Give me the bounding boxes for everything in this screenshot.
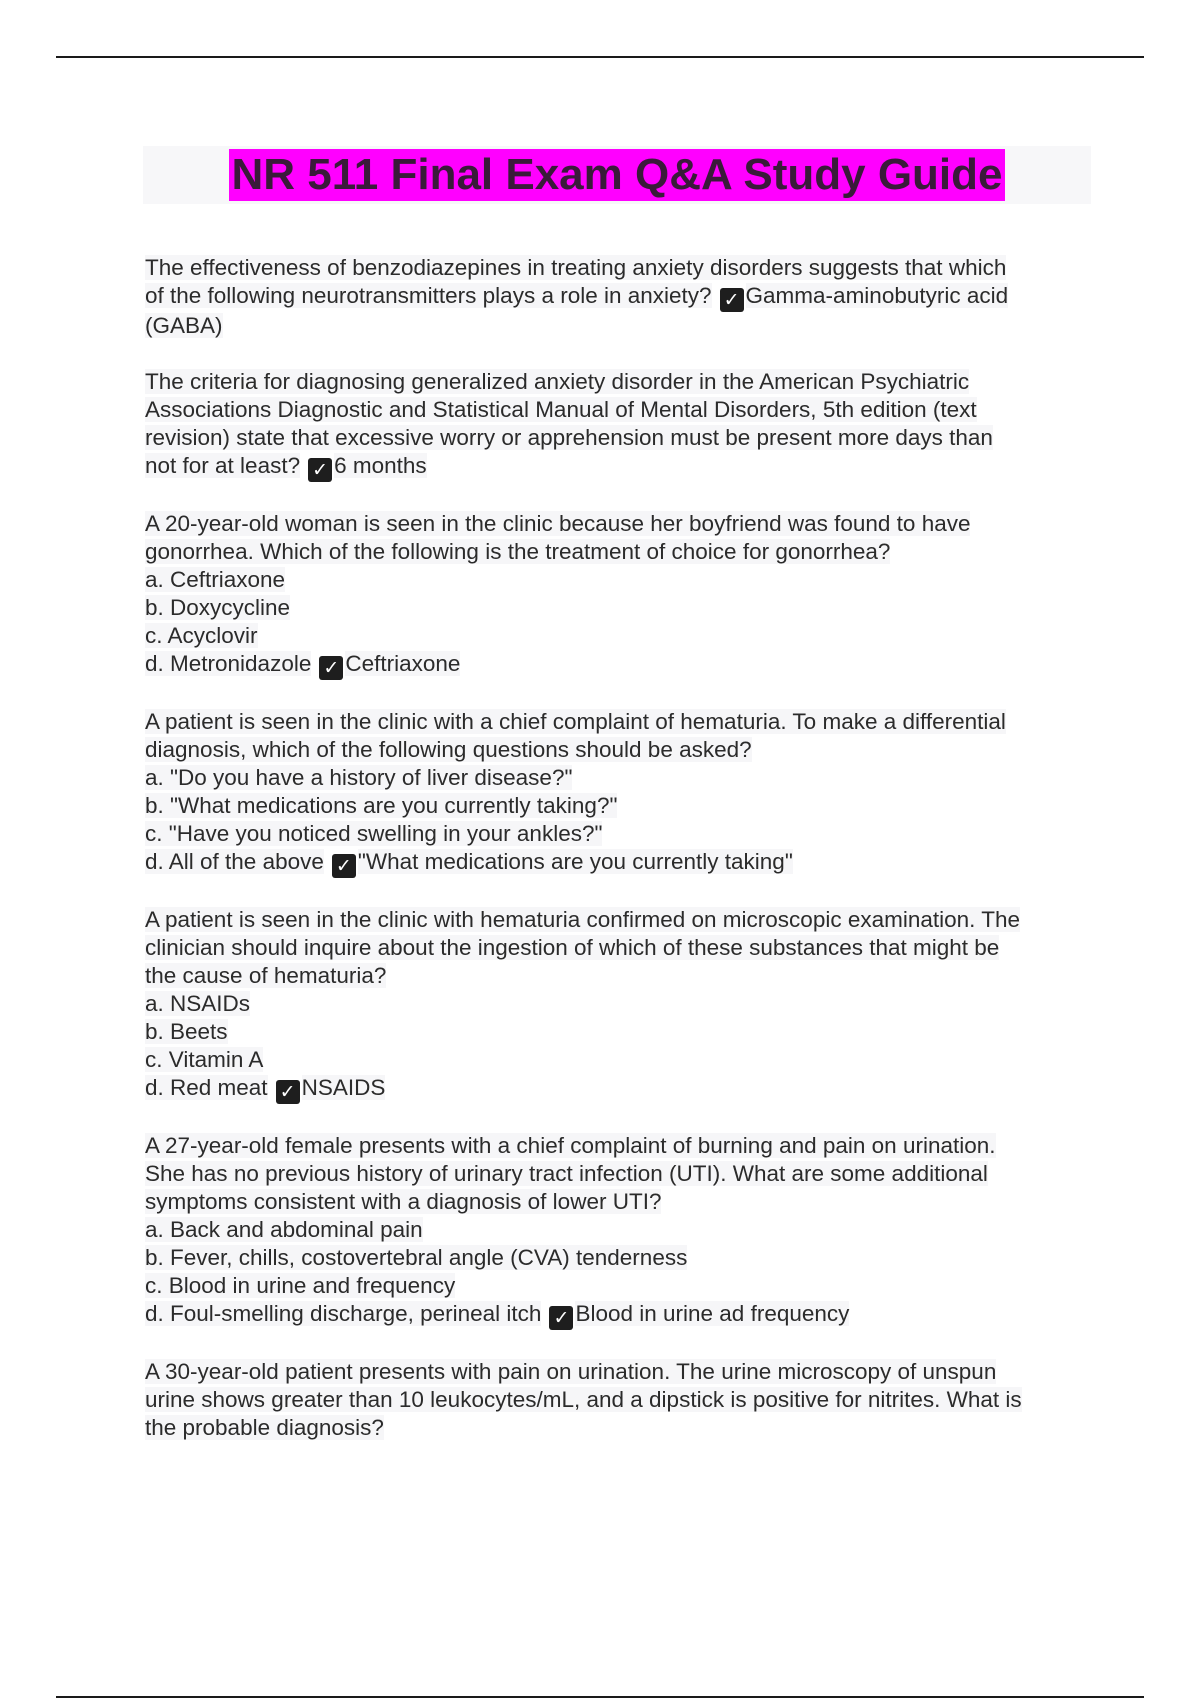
answer-text: Gamma-aminobutyric acid <box>745 283 1009 308</box>
qa-item <box>145 254 1095 340</box>
question-line <box>145 282 1095 312</box>
question-line <box>145 650 1095 680</box>
question-text: b. Doxycycline <box>145 595 291 620</box>
question-line <box>145 594 1095 622</box>
question-text: gonorrhea. Which of the following is the treatment of choice for gonorrhea? <box>145 539 891 564</box>
question-text: She has no previous history of urinary tract infection (UTI). What are some additional <box>145 1161 988 1186</box>
question-text: A 27-year-old female presents with a chief complaint of burning and pain on urination. <box>145 1133 996 1158</box>
checkmark-icon: ✓ <box>276 1080 300 1104</box>
question-text: a. Back and abdominal pain <box>145 1217 423 1242</box>
question-text: the probable diagnosis? <box>145 1415 384 1440</box>
question-text: Associations Diagnostic and Statistical Manual of Mental Disorders, 5th edition (text <box>145 397 977 422</box>
question-line <box>145 848 1095 878</box>
answer-text: NSAIDS <box>301 1075 386 1100</box>
question-text: c. Acyclovir <box>145 623 258 648</box>
question-line <box>145 424 1095 452</box>
checkmark-icon: ✓ <box>549 1306 573 1330</box>
qa-item <box>145 1358 1095 1442</box>
question-line <box>145 1414 1095 1442</box>
question-text: a. Ceftriaxone <box>145 567 286 592</box>
question-line <box>145 1046 1095 1074</box>
question-text: a. NSAIDs <box>145 991 251 1016</box>
qa-item <box>145 368 1095 482</box>
qa-item <box>145 708 1095 878</box>
question-text: symptoms consistent with a diagnosis of lower UTI? <box>145 1189 662 1214</box>
question-text: b. Fever, chills, costovertebral angle (CVA) tenderness <box>145 1245 688 1270</box>
question-line <box>145 990 1095 1018</box>
question-line <box>145 764 1095 792</box>
question-text: the cause of hematuria? <box>145 963 387 988</box>
answer-text: "What medications are you currently taking" <box>357 849 793 874</box>
answer-continuation-line <box>145 312 1095 340</box>
question-text: revision) state that excessive worry or apprehension must be present more days than <box>145 425 993 450</box>
question-line <box>145 1018 1095 1046</box>
question-text: c. "Have you noticed swelling in your ankles?" <box>145 821 603 846</box>
qa-item <box>145 1132 1095 1330</box>
question-text: A 30-year-old patient presents with pain on urination. The urine microscopy of unspun <box>145 1359 997 1384</box>
question-text: d. Metronidazole <box>145 651 312 676</box>
question-line <box>145 510 1095 538</box>
question-text: A 20-year-old woman is seen in the clinic because her boyfriend was found to have <box>145 511 971 536</box>
question-text: of the following neurotransmitters plays a role in anxiety? <box>145 283 712 308</box>
checkmark-icon: ✓ <box>319 656 343 680</box>
question-line <box>145 962 1095 990</box>
question-line <box>145 538 1095 566</box>
answer-text: Blood in urine ad frequency <box>575 1301 850 1326</box>
question-text: clinician should inquire about the ingestion of which of these substances that might be <box>145 935 1000 960</box>
question-line <box>145 622 1095 650</box>
answer-text-continued: (GABA) <box>145 313 223 338</box>
question-text: b. Beets <box>145 1019 228 1044</box>
question-text: d. All of the above <box>145 849 324 874</box>
title-band <box>143 146 1091 204</box>
question-line <box>145 368 1095 396</box>
question-line <box>145 736 1095 764</box>
question-text: b. "What medications are you currently taking?" <box>145 793 618 818</box>
question-line <box>145 1300 1095 1330</box>
answer-text: 6 months <box>334 453 427 478</box>
question-line <box>145 1074 1095 1104</box>
qa-item <box>145 510 1095 680</box>
question-text: a. "Do you have a history of liver disease?" <box>145 765 573 790</box>
question-line <box>145 1216 1095 1244</box>
question-text: A patient is seen in the clinic with a chief complaint of hematuria. To make a differential <box>145 709 1006 734</box>
question-line <box>145 1386 1095 1414</box>
question-text: A patient is seen in the clinic with hematuria confirmed on microscopic examination. The <box>145 907 1021 932</box>
question-line <box>145 934 1095 962</box>
question-line <box>145 1358 1095 1386</box>
question-line <box>145 452 1095 482</box>
checkmark-icon: ✓ <box>332 854 356 878</box>
question-line <box>145 820 1095 848</box>
question-text: The effectiveness of benzodiazepines in treating anxiety disorders suggests that which <box>145 255 1007 280</box>
question-text: c. Blood in urine and frequency <box>145 1273 456 1298</box>
top-rule <box>56 56 1144 58</box>
question-text: diagnosis, which of the following questions should be asked? <box>145 737 752 762</box>
question-line <box>145 906 1095 934</box>
question-text: urine shows greater than 10 leukocytes/mL, and a dipstick is positive for nitrites. What is <box>145 1387 1022 1412</box>
question-text: not for at least? <box>145 453 301 478</box>
question-text: c. Vitamin A <box>145 1047 264 1072</box>
question-line <box>145 1132 1095 1160</box>
qa-item <box>145 906 1095 1104</box>
answer-text: Ceftriaxone <box>345 651 461 676</box>
question-text: The criteria for diagnosing generalized anxiety disorder in the American Psychiatric <box>145 369 970 394</box>
question-line <box>145 396 1095 424</box>
question-line <box>145 792 1095 820</box>
question-line <box>145 566 1095 594</box>
question-line <box>145 1244 1095 1272</box>
checkmark-icon: ✓ <box>308 458 332 482</box>
question-text: d. Red meat <box>145 1075 268 1100</box>
question-line <box>145 1188 1095 1216</box>
question-text: d. Foul-smelling discharge, perineal itch <box>145 1301 542 1326</box>
question-line <box>145 708 1095 736</box>
bottom-rule <box>56 1696 1144 1698</box>
question-line <box>145 1160 1095 1188</box>
question-line <box>145 254 1095 282</box>
page-title: NR 511 Final Exam Q&A Study Guide <box>231 150 1003 199</box>
checkmark-icon: ✓ <box>720 288 744 312</box>
question-line <box>145 1272 1095 1300</box>
qa-content <box>145 254 1095 1470</box>
